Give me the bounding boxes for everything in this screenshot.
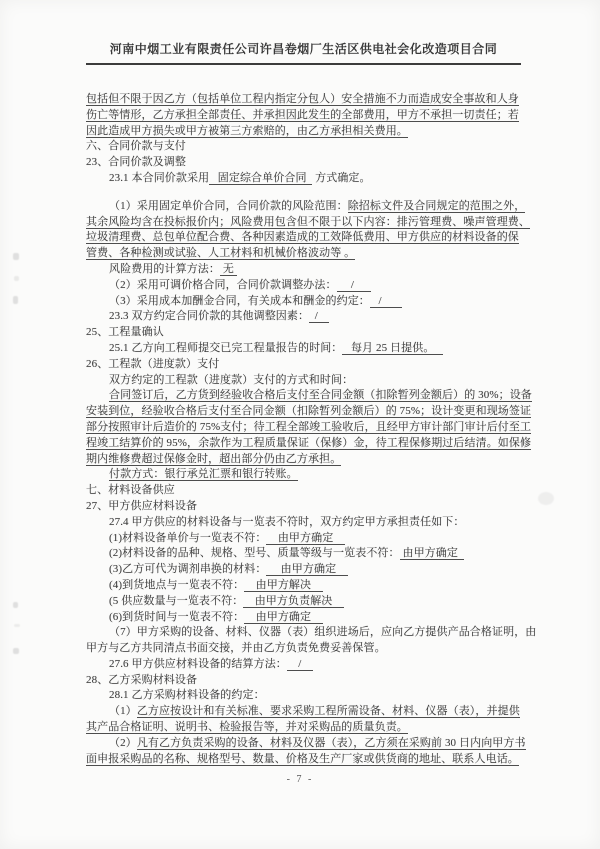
underlined-text: 其余风险均含在投标报价内；风险费用包含但不限于以下内容：排污管理费、噪声管理费、 [86, 215, 530, 228]
text-line [86, 420, 532, 436]
line-text: (5 供应数量与一览表不符： [109, 594, 244, 607]
text-line [86, 388, 532, 404]
text-line [86, 673, 521, 689]
underlined-text: 垃圾清理费、总包单位配合费、各种因素造成的工效降低费用、甲方供应的材料设备的保 [86, 231, 519, 244]
text-line [86, 246, 521, 262]
underlined-text: / [309, 310, 330, 323]
text-line [86, 215, 530, 231]
text-line [86, 139, 521, 155]
line-text: （1） [109, 705, 137, 718]
line-text: 28、乙方采购材料设备 [86, 673, 198, 686]
line-text: 双方约定的工程款（进度款）支付的方式和时间： [109, 373, 354, 386]
text-line [86, 230, 521, 246]
line-text: (4)到货地点与一览表不符： [109, 578, 245, 591]
line-text: 甲方与乙方共同清点书面交接，并由乙方负责免费妥善保管。 [86, 642, 386, 655]
text-line [86, 720, 521, 736]
line-text: (2)材料设备的品种、规格、型号、质量等级与一览表不符： [109, 547, 400, 560]
text-line [86, 92, 521, 108]
line-text: 26、工程款（进度款）支付 [86, 357, 220, 370]
underlined-text: 由甲方解决 [244, 578, 323, 591]
underlined-text: 凡有乙方负责采购的设备、材料及仪器（表），乙方须在采购前 30 日内向甲方书 [136, 736, 526, 749]
text-line [86, 404, 532, 420]
underlined-text: 无 [220, 262, 237, 275]
underlined-text: 包括但不限于因乙方（包括单位工程内指定分包人）安全措施不力而造成安全事故和人身 [86, 93, 519, 105]
text-line [86, 357, 521, 373]
text-line [86, 199, 526, 215]
line-text: 方式确定。 [312, 171, 371, 184]
underlined-text: 固定综合单价合同 [209, 171, 313, 184]
text-line [86, 171, 521, 187]
line-text: 七、材料设备供应 [86, 484, 175, 497]
document-header-title: 河南中烟工业有限责任公司许昌卷烟厂生活区供电社会化改造项目合同 [86, 40, 521, 65]
text-line [86, 262, 521, 278]
line-text: 27.6 甲方供应材料设备的结算方法： [109, 657, 287, 670]
line-text: （3）采用成本加酬金合同，有关成本和酬金的约定： [109, 294, 370, 307]
underlined-text: / [369, 294, 402, 307]
text-line [86, 688, 521, 704]
text-line [86, 341, 521, 357]
underlined-text: 付款方式：银行承兑汇票和银行转账。 [109, 468, 298, 481]
line-text: 风险费用的计算方法： [109, 262, 220, 275]
underlined-text: 因此造成甲方损失或甲方被第三方索赔的，由乙方承担相关费用。 [86, 124, 408, 137]
text-line [86, 373, 521, 389]
line-text: 23.3 双方约定合同价款的其他调整因素： [109, 310, 310, 323]
underlined-text: 期内维修费超过保修金时，超出部分仍由乙方承担。 [86, 452, 342, 465]
line-text: （7）甲方采购的设备、材料、仪器（表）组织进场后，应向乙方提供产品合格证明，由 [109, 626, 537, 639]
underlined-text: 由甲方确定 [244, 610, 323, 623]
text-line [86, 578, 521, 594]
underlined-text: 管费、各种检测或试验、人工材料和机械价格波动等 。 [86, 247, 356, 260]
page-number: - 7 - [286, 774, 314, 785]
text-line [86, 625, 537, 641]
underlined-text: / [336, 278, 372, 291]
text-line [86, 562, 521, 578]
text-line [86, 309, 521, 325]
text-line [86, 483, 521, 499]
text-line [86, 531, 521, 547]
line-text: (3)乙方可代为调剂串换的材料： [109, 563, 267, 576]
text-line [86, 752, 521, 768]
underlined-text: 部分按照审计后造价的 75%支付；待工程全部竣工验收后，且经甲方审计部门审计后付至工 [86, 420, 532, 433]
underlined-text: 合同签订后，乙方货到经验收合格后支付至合同金额（扣除暂列金额后）的 30%；设备 [109, 389, 532, 402]
text-line [86, 278, 521, 294]
underlined-text: 由甲方确定 [266, 563, 348, 576]
text-line [86, 155, 521, 171]
text-line [86, 124, 521, 140]
line-text: 28.1 乙方采购材料设备的约定： [109, 689, 265, 702]
underlined-text: 由甲方负责解决 [243, 594, 344, 607]
text-line [86, 452, 521, 468]
underlined-text: 由甲方确定 [266, 531, 345, 544]
body-lines [86, 92, 537, 767]
line-text: （2）采用可调价格合同，合同价款调整办法： [109, 278, 337, 291]
scan-artifact [538, 492, 554, 505]
line-text: （2） [109, 736, 137, 749]
line-text: 25.1 乙方向工程师提交已完工程量报告的时间： [109, 341, 343, 354]
text-line [86, 704, 521, 720]
line-text: 25、工程量确认 [86, 326, 164, 339]
line-text: （1）采用固定单价合同，合同价款的风险范围： [109, 199, 348, 212]
scan-artifact [13, 648, 19, 654]
text-line [86, 546, 521, 562]
underlined-text: / [286, 657, 313, 670]
text-line [86, 108, 521, 124]
scan-artifact [13, 602, 18, 608]
line-spacer [86, 187, 521, 199]
underlined-text: 由甲方确定 [399, 547, 464, 560]
text-line [86, 657, 521, 673]
scan-artifact [14, 276, 19, 281]
underlined-text: 乙方应按设计和有关标准、要求采购工程所需设备、材料、仪器（表），并提供 [136, 705, 520, 718]
line-text: 六、合同价款与支付 [86, 140, 186, 153]
underlined-text: 每月 25 日提供。 [342, 341, 444, 354]
line-text: 23、合同价款及调整 [86, 156, 186, 169]
text-line [86, 436, 532, 452]
scan-artifact [13, 253, 19, 260]
underlined-text: 伤亡等情形，乙方承担全部责任、并承担因此发生的全部费用，甲方不承担一切责任；若 [86, 108, 519, 121]
line-text: 27、甲方供应材料设备 [86, 499, 198, 512]
text-line [86, 736, 526, 752]
text-line [86, 594, 521, 610]
scan-artifact [14, 624, 20, 627]
scan-artifact [13, 296, 18, 304]
text-line [86, 467, 521, 483]
underlined-text: 安装到位，经验收合格后支付至合同金额（扣除暂列金额后）的 75%；设计变更和现场签证 [86, 405, 532, 418]
underlined-text: 其产品合格证明、说明书、检验报告等，并对采购品的质量负责。 [86, 721, 408, 734]
underlined-text: 除招标文件及合同规定的范围之外， [347, 199, 526, 212]
text-line [86, 325, 521, 341]
text-line [86, 515, 521, 531]
text-line [86, 294, 521, 310]
text-line [86, 641, 521, 657]
line-text: (1)材料设备单价与一览表不符： [109, 531, 267, 544]
text-line [86, 610, 521, 626]
line-text: (6)到货时间与一览表不符： [109, 610, 245, 623]
line-text: 23.1 本合同价款采用 [109, 171, 210, 184]
underlined-text: 程竣工结算价的 95%，余款作为工程质量保证（保修）金，待工程保修期过后结清。如保修 [86, 436, 532, 449]
line-text: 27.4 甲方供应的材料设备与一览表不符时，双方约定甲方承担责任如下： [109, 515, 465, 528]
underlined-text: 面申报采购品的名称、规格型号、数量、价格及生产厂家或供货商的地址、联系人电话。 [86, 752, 519, 765]
text-line [86, 499, 521, 515]
